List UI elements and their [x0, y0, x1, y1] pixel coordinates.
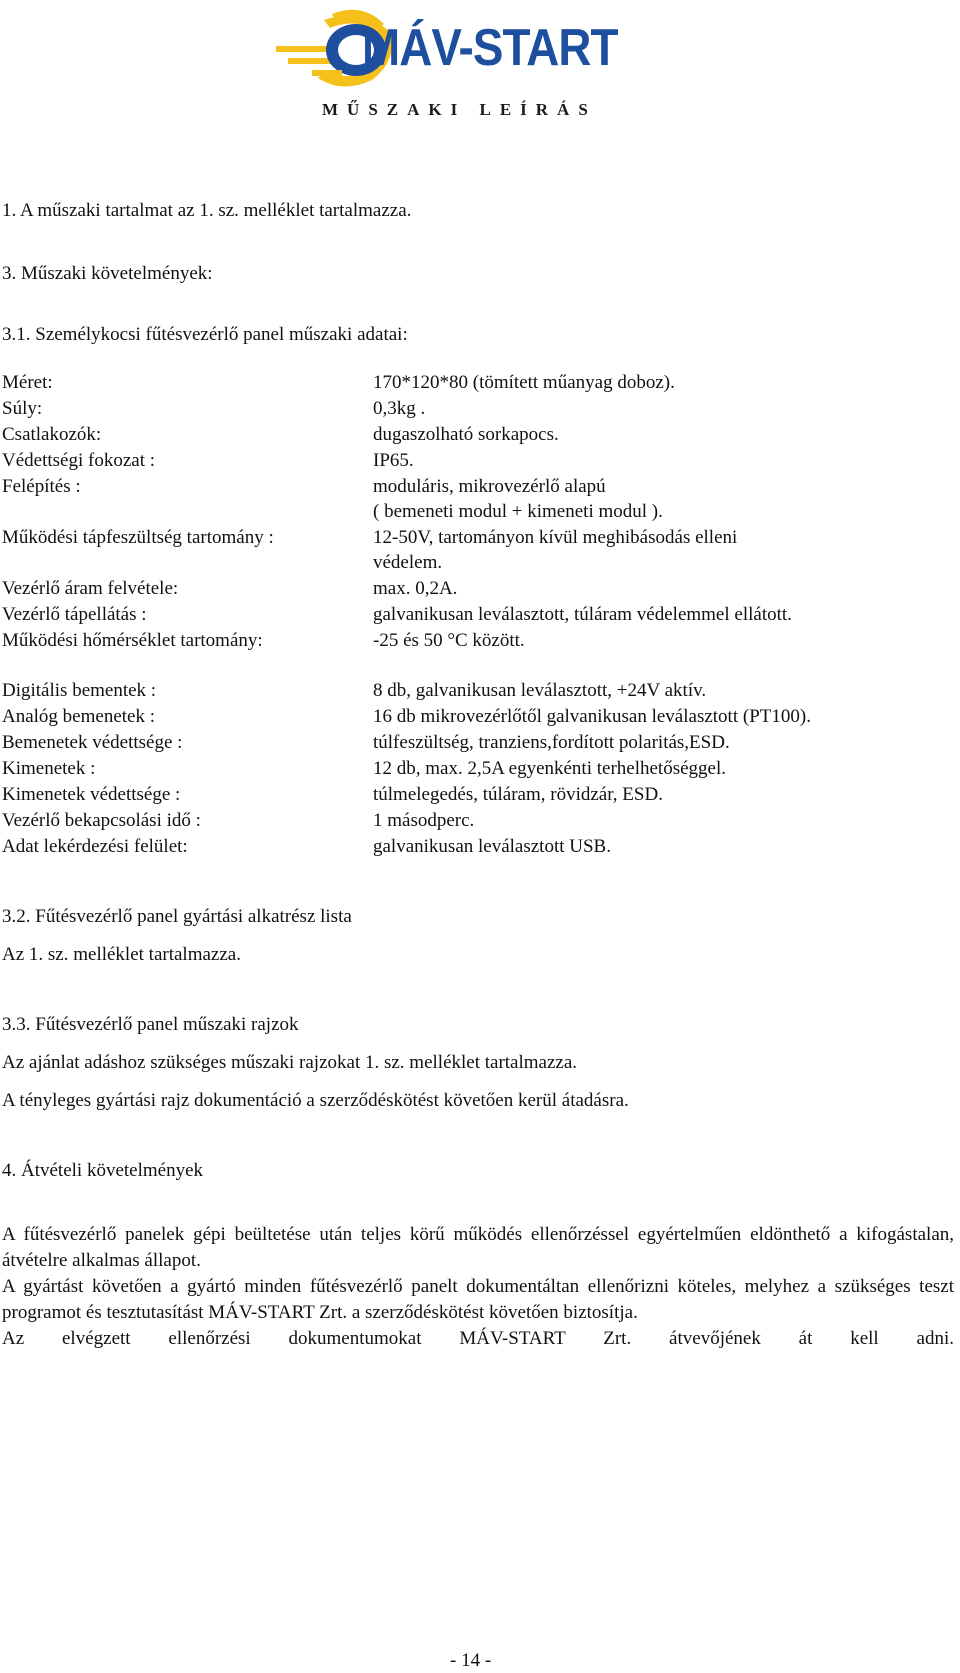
spec-label: Vezérlő bekapcsolási idő : [2, 810, 201, 831]
section-33-paragraph: A tényleges gyártási rajz dokumentáció a szerződéskötést követően kerül átadásra. [2, 1090, 629, 1111]
spec-label: Súly: [2, 398, 43, 419]
spec-label: Kimenetek : [2, 758, 96, 779]
spec-label: Méret: [2, 372, 53, 393]
spec-label: Működési tápfeszültség tartomány : [2, 527, 274, 548]
spec-value: 170*120*80 (tömített műanyag doboz). [373, 372, 675, 393]
spec-label: Felépítés : [2, 476, 81, 497]
spec-label: Adat lekérdezési felület: [2, 836, 188, 857]
spec-value: IP65. [373, 450, 414, 471]
section-33-heading: 3.3. Fűtésvezérlő panel műszaki rajzok [2, 1014, 299, 1035]
section-4-paragraph: Az elvégzett ellenőrzési dokumentumokat MÁV-START Zrt. átvevőjének át kell adni. [2, 1328, 954, 1349]
section-3-heading: 3. Műszaki követelmények: [2, 263, 213, 284]
section-4-paragraph: A fűtésvezérlő panelek gépi beültetése után teljes körű működés ellenőrzéssel egyértelműen eldönthető a kifogástalan, átvételre alkalmas állapot. [2, 1224, 954, 1271]
spec-label: Analóg bemenetek : [2, 706, 156, 727]
spec-label: Kimenetek védettsége : [2, 784, 181, 805]
spec-label: Vezérlő tápellátás : [2, 604, 147, 625]
section-31-heading: 3.1. Személykocsi fűtésvezérlő panel műszaki adatai: [2, 324, 408, 345]
spec-value-continued: védelem. [373, 552, 443, 573]
spec-label: Csatlakozók: [2, 424, 102, 445]
spec-label: Vezérlő áram felvétele: [2, 578, 179, 599]
spec-value: túlmelegedés, túláram, rövidzár, ESD. [373, 784, 663, 805]
spec-label: Bemenetek védettsége : [2, 732, 183, 753]
spec-value: galvanikusan leválasztott, túláram védelemmel ellátott. [373, 604, 792, 625]
spec-value: -25 és 50 °C között. [373, 630, 525, 651]
brand-name: MÁV-START [362, 19, 618, 77]
spec-label: Védettségi fokozat : [2, 450, 156, 471]
section-4-paragraph: A gyártást követően a gyártó minden fűtésvezérlő panelt dokumentáltan ellenőrizni köteles, melyhez a szükséges teszt programot és tesztutasítást MÁV-START Zrt. a szerződéskötést követően biztosítja. [2, 1276, 954, 1323]
spec-value: galvanikusan leválasztott USB. [373, 836, 611, 857]
section-32-heading: 3.2. Fűtésvezérlő panel gyártási alkatrész lista [2, 906, 352, 927]
document-subtitle: MŰSZAKI LEÍRÁS [322, 100, 597, 119]
spec-value: 16 db mikrovezérlőtől galvanikusan leválasztott (PT100). [373, 706, 811, 727]
section-1-text: 1. A műszaki tartalmat az 1. sz. melléklet tartalmazza. [2, 200, 412, 221]
spec-value: 1 másodperc. [373, 810, 475, 831]
spec-value: 12 db, max. 2,5A egyenkénti terhelhetőséggel. [373, 758, 726, 779]
spec-value: max. 0,2A. [373, 578, 458, 599]
spec-value: 0,3kg . [373, 398, 426, 419]
spec-value: 8 db, galvanikusan leválasztott, +24V aktív. [373, 680, 707, 701]
spec-value: 12-50V, tartományon kívül meghibásodás elleni [373, 527, 738, 548]
spec-value: túlfeszültség, tranziens,fordított polaritás,ESD. [373, 732, 730, 753]
page-number: - 14 - [450, 1650, 492, 1671]
section-32-text: Az 1. sz. melléklet tartalmazza. [2, 944, 241, 965]
section-33-paragraph: Az ajánlat adáshoz szükséges műszaki rajzokat 1. sz. melléklet tartalmazza. [2, 1052, 578, 1073]
spec-value-continued: ( bemeneti modul + kimeneti modul ). [373, 501, 663, 522]
spec-label: Digitális bementek : [2, 680, 157, 701]
spec-value: moduláris, mikrovezérlő alapú [373, 476, 606, 497]
section-4-heading: 4. Átvételi követelmények [2, 1160, 204, 1181]
spec-value: dugaszolható sorkapocs. [373, 424, 559, 445]
spec-label: Működési hőmérséklet tartomány: [2, 630, 263, 651]
